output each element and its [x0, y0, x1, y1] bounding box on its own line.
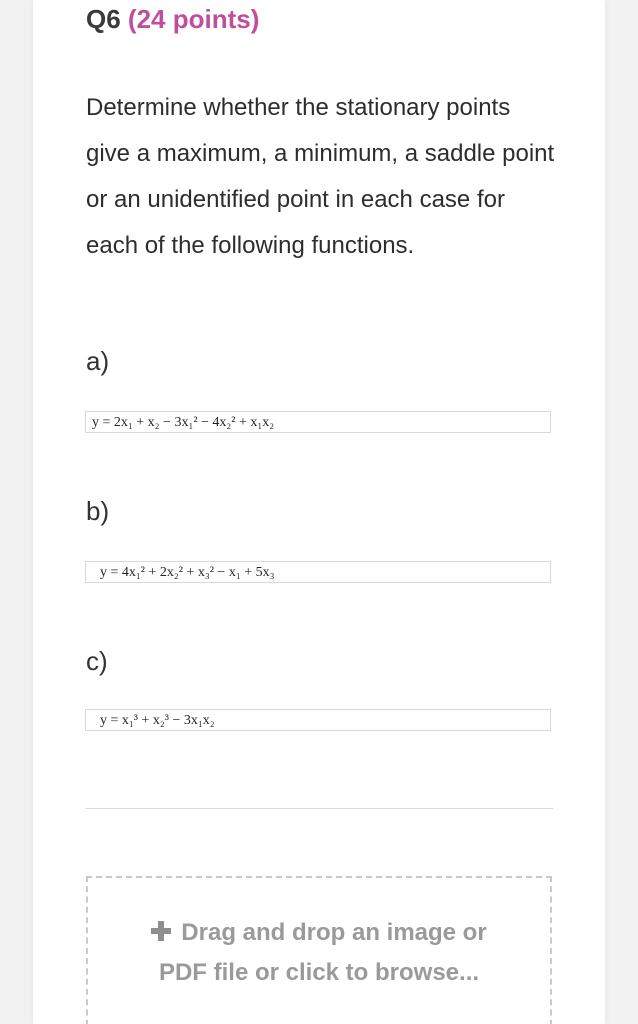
divider [85, 808, 553, 809]
part-c-label: c) [86, 646, 108, 676]
part-a-equation: y = 2x₁ + x₂ − 3x₁² − 4x₂² + x₁x₂ [85, 411, 551, 433]
plus-icon [151, 921, 171, 941]
part-c-equation: y = x₁³ + x₂³ − 3x₁x₂ [85, 709, 551, 731]
upload-instructions [88, 913, 550, 993]
file-upload-dropzone[interactable] [86, 876, 552, 1024]
upload-line-1 [88, 913, 550, 953]
question-number: Q6 [86, 4, 121, 34]
question-header [86, 4, 259, 35]
question-points: (24 points) [127, 4, 260, 34]
question-card [33, 0, 605, 1024]
question-text: Determine whether the stationary points give a maximum, a minimum, a saddle point or an unidentified point in each case for each of the following functions. [86, 94, 555, 259]
upload-line-2: PDF file or click to browse... [158, 959, 480, 986]
part-a-label: a) [86, 346, 110, 376]
upload-text-1: Drag and drop an image or [181, 919, 487, 946]
part-b-equation: y = 4x₁² + 2x₂² + x₃² − x₁ + 5x₃ [85, 561, 551, 583]
part-b-label: b) [86, 496, 110, 526]
